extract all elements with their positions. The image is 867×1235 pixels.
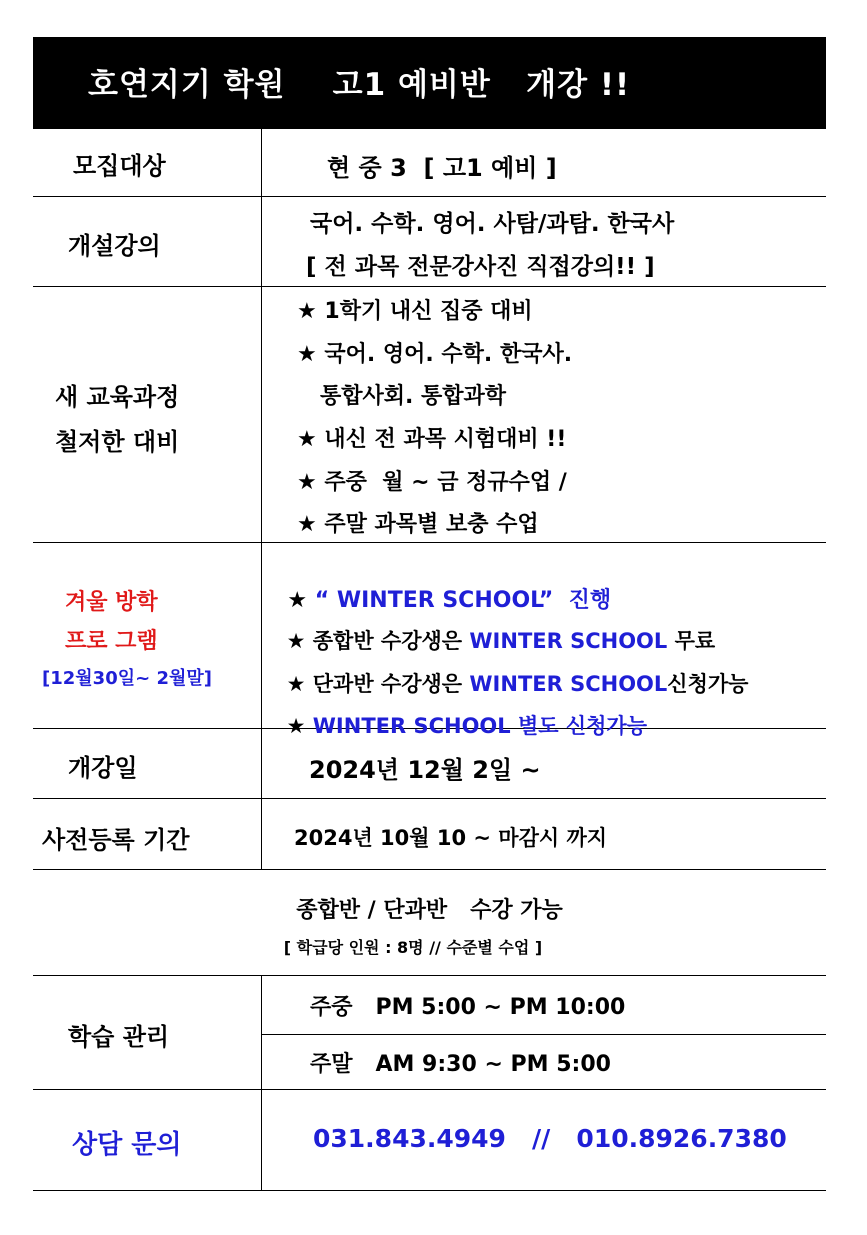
- divider: [33, 975, 826, 976]
- contact-label: 상담 문의: [72, 1130, 182, 1160]
- curriculum-item: 통합사회. 통합과학: [297, 384, 507, 409]
- winter-item: [272, 686, 647, 740]
- courses-label: 개설강의: [68, 232, 161, 260]
- divider: [33, 1089, 826, 1090]
- page-title: 호연지기 학원 고1 예비반 개강 !!: [88, 67, 631, 103]
- divider: [262, 1034, 826, 1035]
- column-divider: [261, 975, 262, 1190]
- divider: [33, 286, 826, 287]
- curriculum-item: ★ 국어. 영어. 수학. 한국사.: [297, 342, 573, 367]
- prereg-label: 사전등록 기간: [42, 826, 190, 854]
- curriculum-label-1: 새 교육과정: [55, 383, 180, 411]
- study-label: 학습 관리: [68, 1023, 170, 1051]
- divider: [33, 542, 826, 543]
- divider: [33, 1190, 826, 1191]
- contact-phone[interactable]: 031.843.4949 // 010.8926.7380: [313, 1124, 787, 1153]
- winter-item-text: “ WINTER SCHOOL” 진행: [314, 588, 612, 613]
- curriculum-item: ★ 주중 월 ~ 금 정규수업 /: [297, 470, 567, 495]
- curriculum-item: ★ 1학기 내신 집중 대비: [297, 299, 533, 324]
- curriculum-item: ★ 내신 전 과목 시험대비 !!: [297, 427, 567, 452]
- study-weekday: 주중 PM 5:00 ~ PM 10:00: [310, 995, 626, 1020]
- winter-label-1: 겨울 방학: [65, 590, 158, 615]
- target-value: 현 중 3 [ 고1 예비 ]: [327, 154, 557, 182]
- winter-item-text: 무료: [667, 629, 716, 653]
- winter-item-highlight: WINTER SCHOOL: [469, 629, 668, 653]
- divider: [33, 196, 826, 197]
- winter-item-text: ★ 단과반 수강생은: [286, 672, 470, 696]
- winter-label-2: 프로 그램: [65, 629, 158, 654]
- winter-label-3: [12월30일~ 2월말]: [42, 668, 212, 689]
- courses-line1: 국어. 수학. 영어. 사탐/과탐. 한국사: [310, 211, 675, 237]
- winter-item-text: 신청가능: [667, 672, 749, 696]
- curriculum-item: ★ 주말 과목별 보충 수업: [297, 512, 539, 537]
- curriculum-label-2: 철저한 대비: [55, 428, 180, 456]
- winter-item-highlight: WINTER SCHOOL: [469, 672, 668, 696]
- winter-item-text: WINTER SCHOOL 별도 신청가능: [312, 714, 648, 738]
- prereg-value: 2024년 10월 10 ~ 마감시 까지: [294, 826, 608, 850]
- opening-value: 2024년 12월 2일 ~: [309, 756, 541, 784]
- header-banner: [33, 37, 826, 129]
- divider: [33, 869, 826, 870]
- classes-line1: 종합반 / 단과반 수강 가능: [296, 898, 563, 923]
- divider: [33, 798, 826, 799]
- opening-label: 개강일: [68, 754, 138, 782]
- classes-line2: [ 학급당 인원 : 8명 // 수준별 수업 ]: [283, 938, 543, 957]
- star-icon: ★: [286, 714, 313, 738]
- courses-line2: [ 전 과목 전문강사진 직접강의!! ]: [306, 254, 655, 280]
- target-label: 모집대상: [73, 152, 166, 180]
- star-icon: ★: [287, 588, 315, 613]
- study-weekend: 주말 AM 9:30 ~ PM 5:00: [310, 1052, 611, 1077]
- winter-item-text: ★ 종합반 수강생은: [286, 629, 470, 653]
- column-divider: [261, 129, 262, 869]
